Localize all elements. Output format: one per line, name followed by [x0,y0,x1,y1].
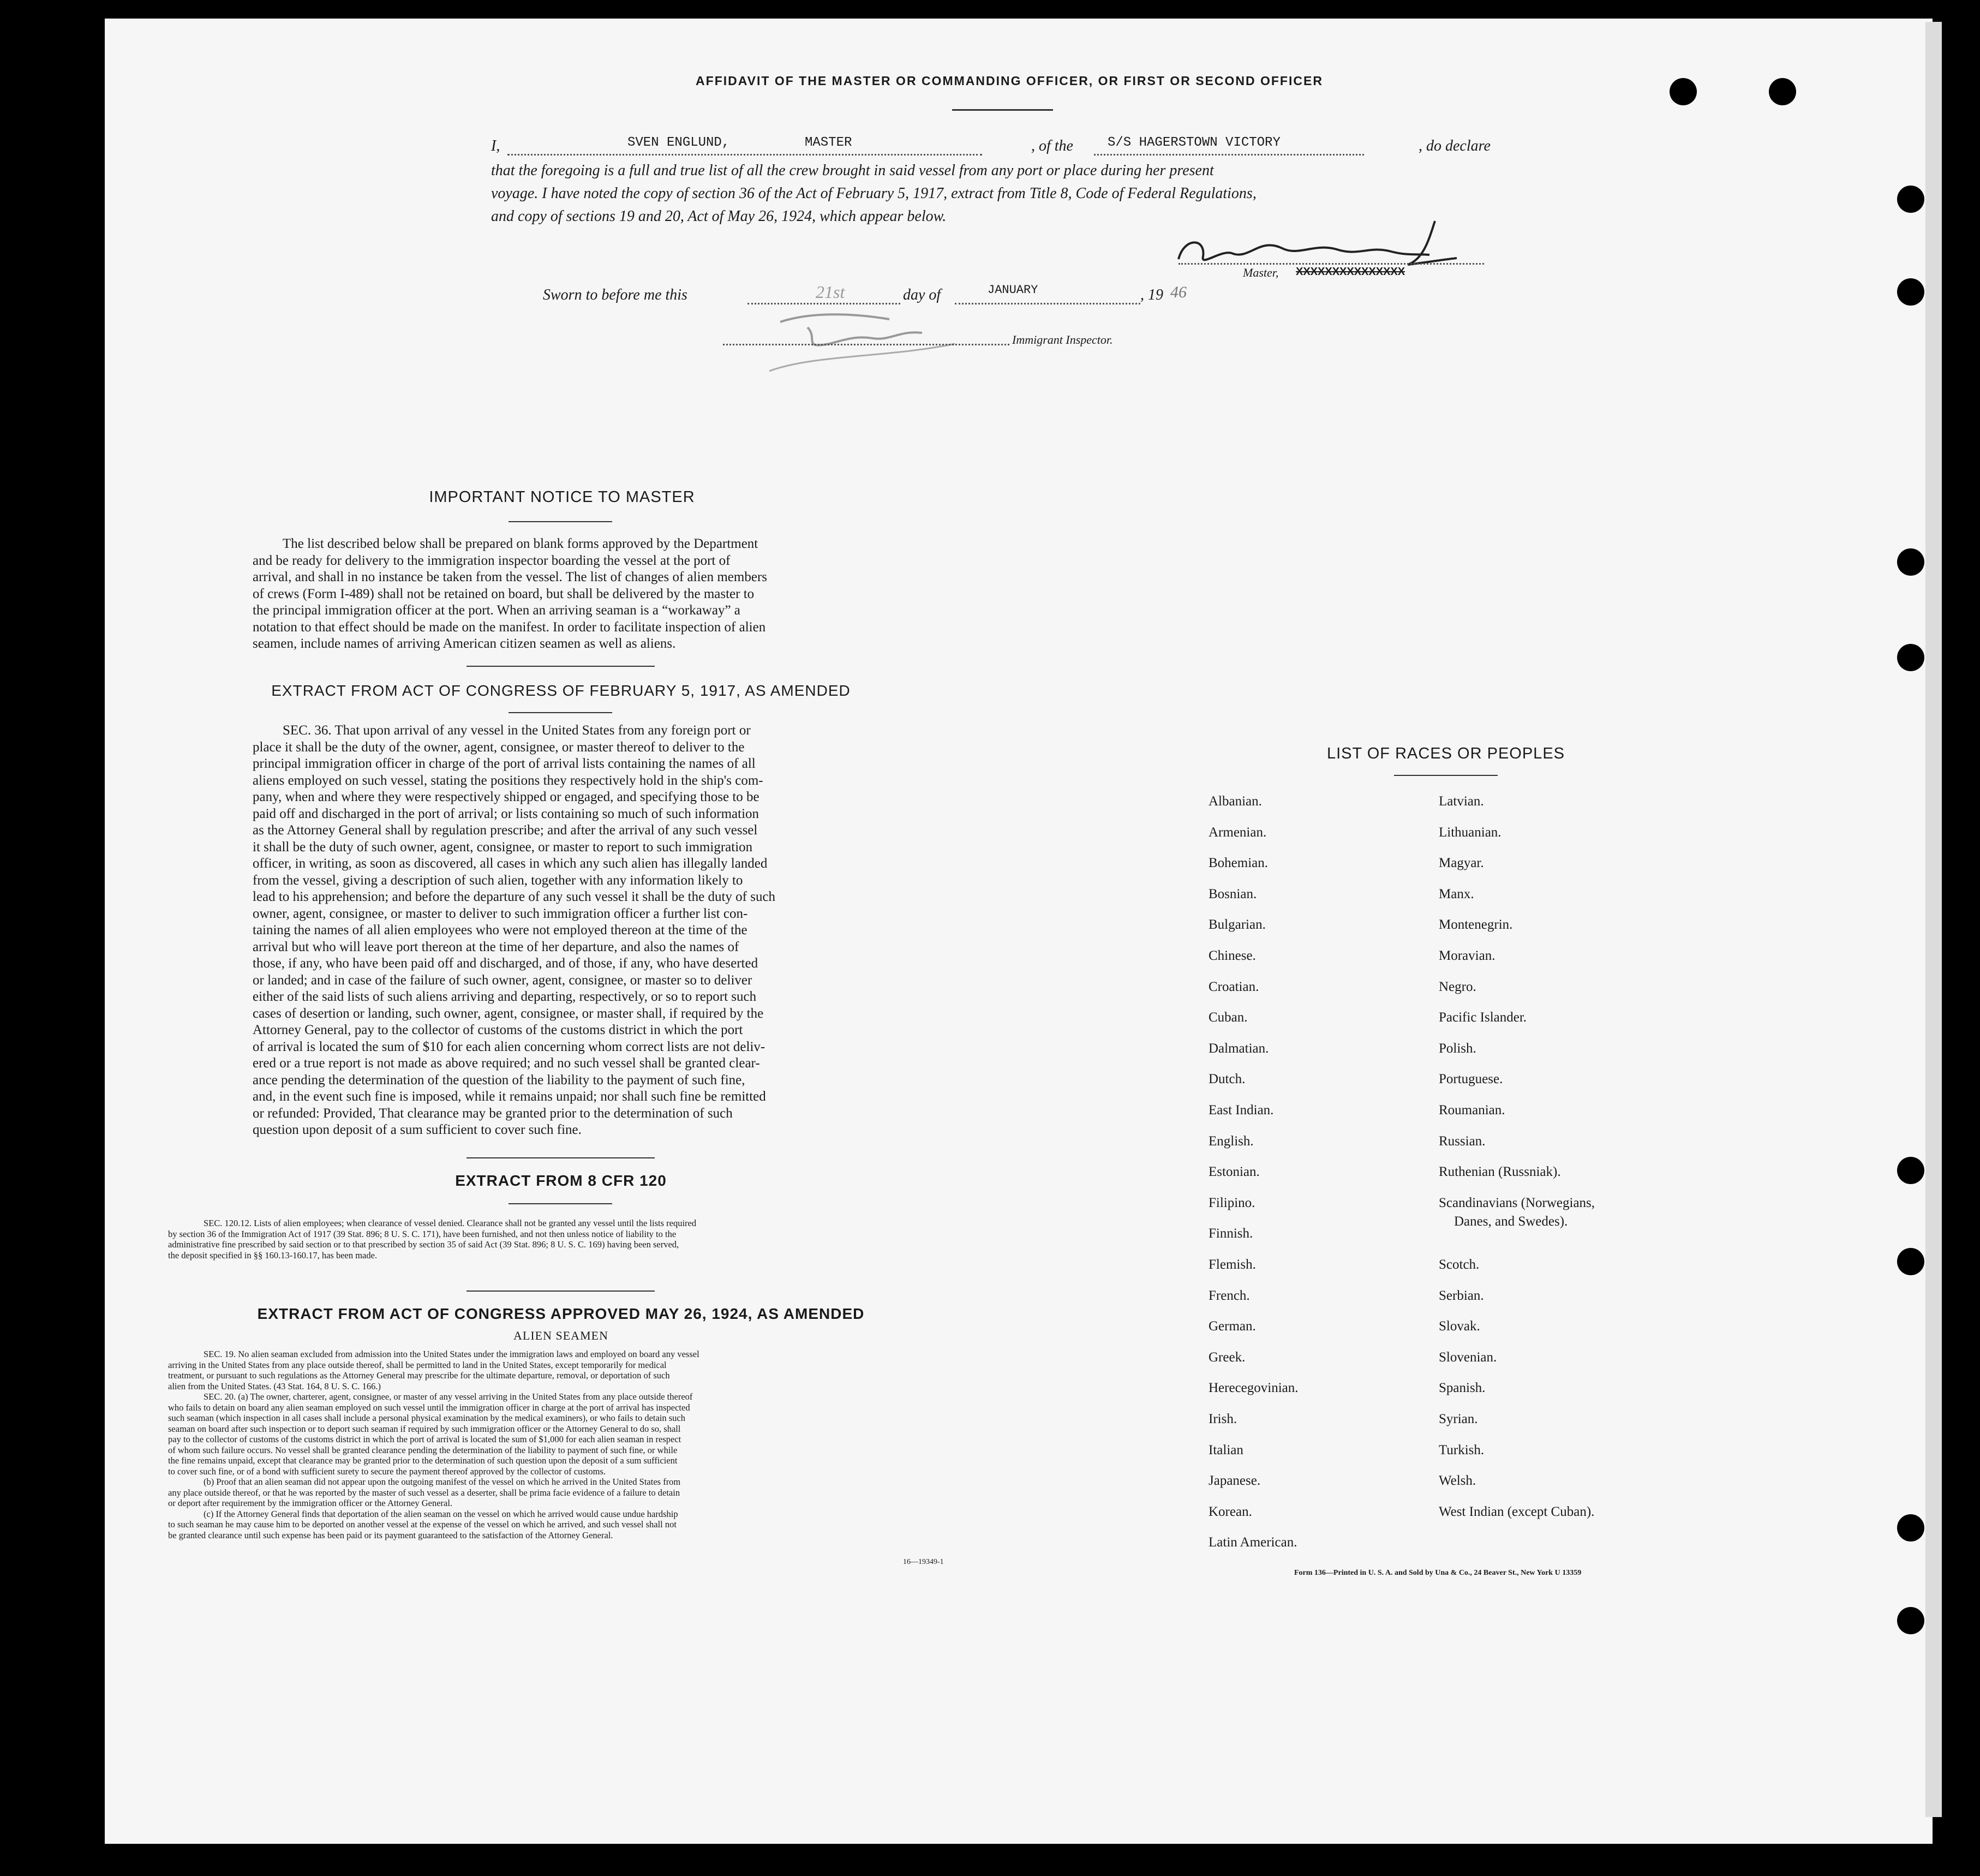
sec19-line: SEC. 19. No alien seaman excluded from admission into the United States under the immigration laws and employed on board any vessel [204,1349,699,1359]
race-item: Welsh. [1439,1473,1476,1489]
race-item: Negro. [1439,979,1476,994]
year-suffix: 46 [1170,283,1187,301]
race-item: Bulgarian. [1209,917,1266,933]
race-item: Estonian. [1209,1164,1260,1180]
vessel-dotted-line [1094,154,1364,156]
punch-hole [1897,186,1924,213]
do-declare-label: , do declare [1419,138,1491,154]
notice-line: the principal immigration officer at the port. When an arriving seaman is a “workaway” a [253,603,740,618]
race-item: Italian [1209,1442,1243,1457]
cfr-line: administrative fine prescribed by said section or to that prescribed by section 35 of said Act (39 Stat. 896; 8 U. S. C. 169) having been served, [168,1239,679,1250]
sec36-line: SEC. 36. That upon arrival of any vessel in the United States from any foreign port or [283,723,751,738]
sec36-line: officer, in writing, as soon as discovered, all cases in which any such alien has illegally landed [253,856,768,871]
race-item: Irish. [1209,1412,1237,1426]
sec36-line: principal immigration officer in charge of the port of arrival lists containing the names of all [253,756,756,771]
race-item: Chinese. [1209,948,1256,963]
sec36-line: or landed; and in case of the failure of such owner, agent, consignee, or master so to deliver [253,972,752,988]
race-item: Moravian. [1439,948,1496,963]
race-item: Roumanian. [1439,1103,1505,1118]
race-item: Montenegrin. [1439,917,1513,933]
sec20-line: the fine remains unpaid, except that clearance may be granted prior to the determination of such question upon the deposit of a sum sufficient [168,1455,678,1466]
sec20-line: (b) Proof that an alien seaman did not appear upon the outgoing manifest of the vessel on which he arrived in the United States from [204,1477,681,1487]
race-item: Dutch. [1209,1072,1246,1087]
inspector-label: Immigrant Inspector. [1012,333,1113,346]
sec36-line: from the vessel, giving a description of such alien, together with any information likely to [253,873,743,888]
race-item: Dalmatian. [1209,1041,1269,1056]
sec36-line: ance pending the determination of the question of the liability to the payment of such fine, [253,1072,745,1088]
race-item: Bohemian. [1209,856,1269,871]
master-rank: MASTER [805,135,852,150]
sec20-line: (c) If the Attorney General finds that deportation of the alien seaman on the vessel on which he arrived would cause undue hardship [204,1508,678,1519]
i-prefix: I, [491,138,500,154]
race-item: Syrian. [1439,1412,1478,1426]
race-item: Greek. [1209,1349,1246,1365]
notice-line: and be ready for delivery to the immigration inspector boarding the vessel at the port of [253,553,731,568]
sworn-label: Sworn to before me this [543,286,687,303]
sec20-line: any place outside thereof, or that he was reported by the master of such vessel as a deserter, shall be prima facie evidence of a failure to detain [168,1487,680,1498]
month: JANUARY [988,283,1038,297]
punch-hole [1769,78,1796,105]
sec20-line: pay to the collector of customs of the customs district in which the port of arrival is located the sum of $1,000 for each alien seaman in respect [168,1434,681,1444]
punch-hole [1897,644,1924,671]
form-footer: Form 136—Printed in U. S. A. and Sold by Una & Co., 24 Beaver St., New York U 13359 [1294,1569,1582,1577]
name-dotted-line [507,154,982,156]
notice-line: The list described below shall be prepared on blank forms approved by the Department [283,536,758,551]
race-item: Japanese. [1209,1473,1261,1489]
punch-hole [1897,1248,1924,1275]
race-item: Finnish. [1209,1226,1253,1241]
race-item: Turkish. [1439,1442,1485,1457]
declaration-line [491,135,1517,159]
extract-1924-body [168,1349,954,1540]
notice-line: arrival, and shall in no instance be taken from the vessel. The list of changes of alien members [253,570,767,584]
cfr-underline [509,1203,612,1204]
extract-1917-body [253,722,869,1139]
race-item: Russian. [1439,1133,1486,1149]
sec19-line: treatment, or pursuant to such regulations as the Attorney General may prescribe for the ultimate departure, removal, or deportation of such [168,1370,670,1381]
notice-line: notation to that effect should be made on the manifest. In order to facilitate inspection of alien [253,619,766,635]
race-item: Scandinavians (Norwegians, [1439,1195,1595,1210]
race-item: East Indian. [1209,1103,1274,1118]
sec36-line: either of the said lists of such aliens arriving and departing, respectively, or so to report such [253,989,757,1004]
race-item: Slovak. [1439,1319,1480,1334]
sec20-line: such seaman (which inspection in all cases shall include a personal physical examination by the medical examiners), or who fails to detain such [168,1413,686,1423]
race-item: Portuguese. [1439,1072,1503,1087]
sec36-line: cases of desertion or landing, such owner, agent, consignee, or master shall, if required by the [253,1006,764,1021]
sec36-line: ered or a true report is not made as above required; and no such vessel shall be granted clear- [253,1056,760,1071]
race-item: Serbian. [1439,1288,1484,1303]
race-item: Danes, and Swedes). [1454,1214,1568,1229]
races-title-underline [1394,775,1498,776]
sec36-line: Attorney General, pay to the collector of customs of the customs district in which the port [253,1023,743,1037]
sec36-line: taining the names of all alien employees who were not employed thereon at the time of the [253,923,747,937]
race-item: Magyar. [1439,856,1484,871]
race-item: Cuban. [1209,1010,1248,1025]
sec20-line: seaman on board after such inspection or to deport such seaman if required by such immigration officer or the Attorney General to do so, shall [168,1423,681,1434]
sec20-line: or deport after requirement by the immigration officer or the Attorney General. [168,1498,453,1508]
sec36-line: as the Attorney General shall by regulation prescribe; and after the arrival of any such vessel [253,823,758,838]
race-item: Korean. [1209,1504,1252,1519]
races-title: LIST OF RACES OR PEOPLES [1326,745,1565,762]
race-item: Scotch. [1439,1257,1480,1272]
race-item: English. [1209,1133,1254,1149]
sec36-line: owner, agent, consignee, or master to deliver to such immigration officer a further list con- [253,906,748,921]
extract-1924-title: EXTRACT FROM ACT OF CONGRESS APPROVED MAY 26, 1924, AS AMENDED [257,1305,865,1322]
cfr-line: SEC. 120.12. Lists of alien employees; when clearance of vessel denied. Clearance shall not be granted any vessel until the lists required [204,1218,697,1228]
extract-1917-title: EXTRACT FROM ACT OF CONGRESS OF FEBRUARY 5, 1917, AS AMENDED [271,682,851,699]
sec20-line: SEC. 20. (a) The owner, charterer, agent, consignee, or master of any vessel arriving in the United States from any place outside thereof [204,1391,693,1402]
sec19-line: alien from the United States. (43 Stat. 164, 8 U. S. C. 166.) [168,1381,381,1391]
race-item: Pacific Islander. [1439,1010,1527,1025]
sec20-line: who fails to detain on board any alien seaman employed on such vessel until the immigration officer in charge at the port of arrival has inspected [168,1402,690,1413]
sworn-day: 21st [816,282,845,302]
sec36-line: those, if any, who have been paid off and discharged, and of those, if any, who have deserted [253,956,758,971]
race-item: Spanish. [1439,1381,1486,1396]
sec36-line: question upon deposit of a sum sufficient to cover such fine. [253,1122,582,1137]
inspector-signature-line [723,344,1009,345]
declaration-line-4: and copy of sections 19 and 20, Act of May 26, 1924, which appear below. [491,208,947,225]
master-label: Master, [1243,266,1279,279]
cfr-line: by section 36 of the Immigration Act of 1917 (39 Stat. 896; 8 U. S. C. 171), have been furnished, and not then unless notice of liability to the [168,1228,677,1239]
punch-hole [1897,278,1924,306]
punch-hole [1897,1514,1924,1542]
sec36-line: and, in the event such fine is imposed, while it remains unpaid; nor shall such fine be remitted [253,1089,766,1104]
sec36-line: aliens employed on such vessel, stating the positions they respectively hold in the ship's com- [253,773,763,788]
notice-title-underline [509,521,612,522]
race-item: Lithuanian. [1439,825,1502,840]
race-item: Flemish. [1209,1257,1256,1272]
sec36-line: lead to his apprehension; and before the departure of any such vessel it shall be the duty of such [253,889,776,904]
sec20-line: to such seaman he may cause him to be deported on another vessel at the expense of the vessel on which he arrived, and such vessel shall not [168,1519,677,1530]
extract-1924-subtitle: ALIEN SEAMEN [513,1329,608,1342]
punch-hole [1897,1607,1924,1634]
race-item: Slovenian. [1439,1349,1497,1365]
year-prefix: , 19 [1140,286,1163,303]
cfr-title: EXTRACT FROM 8 CFR 120 [455,1172,667,1189]
punch-hole [1897,1157,1924,1184]
vessel-name: S/S HAGERSTOWN VICTORY [1108,135,1281,150]
sec20-line: to cover such fine, or of a bond with sufficient surety to secure the payment thereof approved by the collector of customs. [168,1466,606,1477]
sec36-line: place it shall be the duty of the owner, agent, consignee, or master thereof to deliver to the [253,739,745,755]
day-dotted-line [747,303,900,304]
race-item: West Indian (except Cuban). [1439,1504,1595,1519]
race-item: French. [1209,1288,1250,1303]
sec36-line: or refunded: Provided, That clearance may be granted prior to the determination of such [253,1106,733,1121]
month-dotted-line [955,303,1140,304]
sec20-line: be granted clearance until such expense has been paid or its payment guaranteed to the satisfaction of the Attorney General. [168,1530,613,1540]
sec36-line: it shall be the duty of such owner, agent, consignee, or master to report to such immigration [253,839,753,855]
race-item: Bosnian. [1209,886,1257,901]
struck-title: XXXXXXXXXXXXXXX [1296,266,1405,278]
race-item: Polish. [1439,1041,1476,1056]
race-item: Albanian. [1209,794,1262,809]
extract-1917-underline [509,712,612,713]
sec36-line: pany, when and where they were respectively shipped or engaged, and specifying those to be [253,790,759,804]
day-of-label: day of [903,286,941,303]
page-edge [1925,22,1942,1817]
master-signature-line [1179,263,1484,265]
punch-hole [1897,548,1924,576]
sec36-line: arrival but who will leave port thereon at the time of her departure, and also the names of [253,939,739,954]
sec20-line: of whom such failure occurs. No vessel shall be granted clearance pending the determination of the liability to payment of such fine, or while [168,1444,678,1455]
of-the-label: , of the [1031,138,1073,154]
notice-line: seamen, include names of arriving American citizen seamen as well as aliens. [253,636,676,651]
race-item: Latvian. [1439,794,1484,809]
race-item: Ruthenian (Russniak). [1439,1164,1561,1180]
affidavit-title: AFFIDAVIT OF THE MASTER OR COMMANDING OFFICER, OR FIRST OR SECOND OFFICER [696,74,1323,88]
notice-body [253,536,869,653]
race-item: Filipino. [1209,1195,1255,1210]
master-name: SVEN ENGLUND, [627,135,730,150]
race-item: Armenian. [1209,825,1267,840]
title-underline [952,109,1053,111]
race-item: Manx. [1439,886,1474,901]
sworn-line [543,282,1209,308]
declaration-line-2: that the foregoing is a full and true list of all the crew brought in said vessel from any port or place during her present [491,162,1214,179]
notice-title: IMPORTANT NOTICE TO MASTER [429,488,695,506]
declaration-line-3: voyage. I have noted the copy of section 36 of the Act of February 5, 1917, extract from Title 8, Code of Federal Regulations, [491,185,1257,202]
cfr-line: the deposit specified in §§ 160.13-160.17, has been made. [168,1250,378,1260]
form-code: 16—19349-1 [903,1558,944,1566]
section-divider [466,1157,655,1158]
sec36-line: paid off and discharged in the port of arrival; or lists containing so much of such information [253,806,759,821]
sec19-line: arriving in the United States from any place outside thereof, shall be permitted to land in the United States, except temporarily for medical [168,1359,667,1370]
punch-hole [1670,78,1697,105]
section-divider [466,1291,655,1292]
section-divider [466,666,655,667]
notice-line: of crews (Form I-489) shall not be retained on board, but shall be delivered by the master to [253,586,755,601]
race-item: Latin American. [1209,1535,1297,1550]
race-item: Herecegovinian. [1209,1381,1299,1396]
race-item: German. [1209,1319,1256,1334]
cfr-body [168,1218,954,1260]
sec36-line: of arrival is located the sum of $10 for each alien concerning whom correct lists are not deliv- [253,1039,765,1054]
race-item: Croatian. [1209,979,1259,994]
